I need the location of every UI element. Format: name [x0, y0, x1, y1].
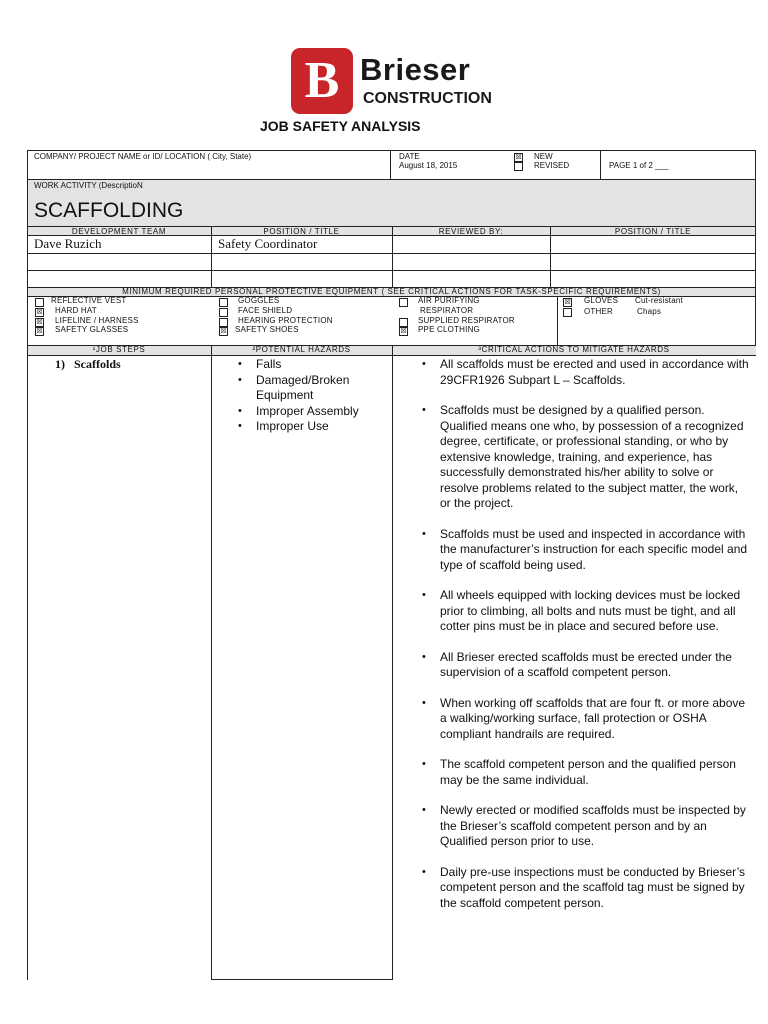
- team-member-name: Dave Ruzich: [34, 236, 102, 251]
- hard-hat-label: HARD HAT: [55, 306, 97, 315]
- face-shield-label: FACE SHIELD: [238, 306, 293, 315]
- jsa-form: [27, 150, 756, 980]
- safety-shoes-checkbox[interactable]: ☒: [220, 328, 227, 335]
- hearing-protection-checkbox[interactable]: [219, 318, 228, 327]
- position-title-header-2: POSITION / TITLE: [614, 227, 692, 236]
- other-checkbox[interactable]: [563, 308, 572, 317]
- development-team-header: DEVELOPMENT TEAM: [71, 227, 167, 236]
- hearing-protection-label: HEARING PROTECTION: [238, 316, 333, 325]
- action-item: • Daily pre-use inspections must be conducted by Brieser’s competent person and the scaffold tag must be signed by the scaffold competent person.: [418, 865, 750, 912]
- brand-subtitle: CONSTRUCTION: [363, 90, 492, 107]
- date-label: DATE: [399, 152, 420, 161]
- action-item: • When working off scaffolds that are four ft. or more above a walking/working surface, fall protection or OSHA compliant handrails are required.: [418, 696, 750, 743]
- potential-hazards-header: ²POTENTIAL HAZARDS: [252, 345, 351, 354]
- critical-actions-list: [418, 357, 750, 911]
- work-activity-label: WORK ACTIVITY (DescriptioN: [34, 181, 143, 190]
- new-checkbox[interactable]: ☒: [515, 154, 522, 161]
- hazards-list: [234, 357, 390, 435]
- page-number: PAGE 1 of 2 ___: [609, 161, 669, 170]
- team-member-title: Safety Coordinator: [218, 236, 318, 251]
- hazard-item: • Damaged/Broken Equipment: [234, 373, 390, 404]
- action-item: • The scaffold competent person and the qualified person may be the same individual.: [418, 757, 750, 788]
- reflective-vest-label: REFLECTIVE VEST: [51, 296, 127, 305]
- position-title-header: POSITION / TITLE: [263, 227, 340, 236]
- hazard-item: • Falls: [234, 357, 390, 373]
- reflective-vest-checkbox[interactable]: [35, 298, 44, 307]
- company-label: COMPANY/ PROJECT NAME or ID/ LOCATION ( City, State): [34, 152, 252, 161]
- ppe-clothing-label: PPE CLOTHING: [418, 325, 480, 334]
- new-label: NEW: [534, 152, 553, 161]
- action-item: • Scaffolds must be designed by a qualified person. Qualified means one who, by possession of a recognized degree, certificate, or professional standing, or who by extensive knowledge, training, and experience, has successfully demonstrated his/her ability to solve or resolve problems related to the subject matter, the work, or the project.: [418, 403, 750, 512]
- goggles-checkbox[interactable]: [219, 298, 228, 307]
- supplied-respirator-label: SUPPLIED RESPIRATOR: [418, 316, 515, 325]
- goggles-label: GOGGLES: [238, 296, 280, 305]
- job-steps-header: ¹JOB STEPS: [92, 345, 146, 354]
- air-purifying-label: AIR PURIFYING: [418, 296, 480, 305]
- revised-checkbox[interactable]: [514, 162, 523, 171]
- gloves-label: GLOVES: [584, 296, 619, 305]
- action-item: • Newly erected or modified scaffolds must be inspected by the Brieser’s scaffold competent person and by an Qualified person prior to use.: [418, 803, 750, 850]
- other-note: Chaps: [637, 307, 662, 316]
- document-title: JOB SAFETY ANALYSIS: [260, 118, 421, 134]
- safety-glasses-checkbox[interactable]: ☒: [36, 328, 43, 335]
- lifeline-harness-checkbox[interactable]: ☒: [36, 319, 43, 326]
- supplied-respirator-checkbox[interactable]: [399, 318, 408, 327]
- hazard-item: • Improper Use: [234, 419, 390, 435]
- work-activity-value: SCAFFOLDING: [34, 199, 184, 222]
- critical-actions-header: ³CRITICAL ACTIONS TO MITIGATE HAZARDS: [478, 345, 670, 354]
- gloves-checkbox[interactable]: ☒: [564, 299, 571, 306]
- job-step-1: 1) Scaffolds: [55, 357, 121, 371]
- respirator-label: RESPIRATOR: [420, 306, 474, 315]
- ppe-header: MINIMUM REQUIRED PERSONAL PROTECTIVE EQUIPMENT ( SEE CRITICAL ACTIONS FOR TASK-SPECIFIC REQUIREMENTS): [122, 287, 661, 296]
- reviewed-by-header: REVIEWED BY:: [438, 227, 504, 236]
- revised-label: REVISED: [534, 161, 570, 170]
- action-item: • Scaffolds must be used and inspected in accordance with the manufacturer’s instruction for each specific model and type of scaffold being used.: [418, 527, 750, 574]
- face-shield-checkbox[interactable]: [219, 308, 228, 317]
- action-item: • All scaffolds must be erected and used in accordance with 29CFR1926 Subpart L – Scaffolds.: [418, 357, 750, 388]
- ppe-clothing-checkbox[interactable]: ☒: [400, 328, 407, 335]
- other-label: OTHER: [584, 307, 613, 316]
- hazard-item: • Improper Assembly: [234, 404, 390, 420]
- safety-glasses-label: SAFETY GLASSES: [55, 325, 129, 334]
- hard-hat-checkbox[interactable]: ☒: [36, 309, 43, 316]
- gloves-note: Cut-resistant: [635, 296, 683, 305]
- brand-name: Brieser: [360, 52, 471, 87]
- air-purifying-respirator-checkbox[interactable]: [399, 298, 408, 307]
- lifeline-harness-label: LIFELINE / HARNESS: [55, 316, 139, 325]
- date-value: August 18, 2015: [399, 161, 458, 170]
- action-item: • All wheels equipped with locking devices must be locked prior to climbing, all bolts and nuts must be tight, and all cotter pins must be in place and secured before use.: [418, 588, 750, 635]
- safety-shoes-label: SAFETY SHOES: [235, 325, 299, 334]
- action-item: • All Brieser erected scaffolds must be erected under the supervision of a scaffold competent person.: [418, 650, 750, 681]
- brieser-logo-mark: B: [291, 48, 353, 114]
